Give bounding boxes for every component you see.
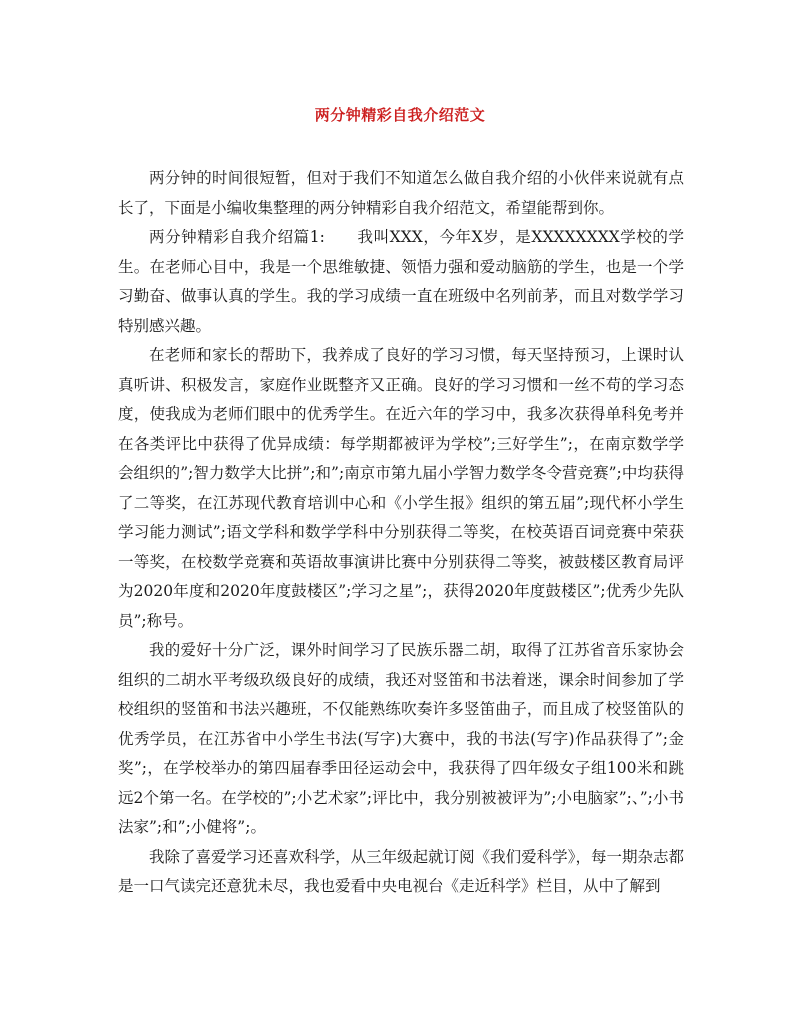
document-title: 两分钟精彩自我介绍范文 <box>314 106 486 124</box>
paragraph-hobbies: 我的爱好十分广泛，课外时间学习了民族乐器二胡，取得了江苏省音乐家协会组织的二胡水平考级玖级良好的成绩，我还对竖笛和书法着迷，课余时间参加了学校组织的竖笛和书法兴趣班，不仅能熟练吹奏许多竖笛曲子，而且成了校竖笛队的优秀学员，在江苏省中小学生书法(写字)大赛中，我的书法(写字)作品获得了”;金奖”;，在学校举办的第四届春季田径运动会中，我获得了四年级女子组100米和跳远2个第一名。在学校的”;小艺术家”;评比中，我分别被被评为”;小电脑家”;、”;小书法家”;和”;小健将”;。 <box>118 641 684 836</box>
paragraph-study-habits: 在老师和家长的帮助下，我养成了良好的学习习惯，每天坚持预习，上课时认真听讲、积极发言，家庭作业既整齐又正确。良好的学习习惯和一丝不苟的学习态度，使我成为老师们眼中的优秀学生。在近六年的学习中，我多次获得单科免考并在各类评比中获得了优异成绩：每学期都被评为学校”;三好学生”;，在南京数学学会组织的”;智力数学大比拼”;和”;南京市第九届小学智力数学冬令营竞赛”;中均获得了二等奖，在江苏现代教育培训中心和《小学生报》组织的第五届”;现代杯小学生学习能力测试”;语文学科和数学学科中分别获得二等奖，在校英语百词竞赛中荣获一等奖，在校数学竞赛和英语故事演讲比赛中分别获得二等奖，被鼓楼区教育局评为2020年度和2020年度鼓楼区”;学习之星”;，获得2020年度鼓楼区”;优秀少先队员”;称号。 <box>118 346 684 630</box>
paragraph-intro: 两分钟的时间很短暂，但对于我们不知道怎么做自我介绍的小伙伴来说就有点长了，下面是小编收集整理的两分钟精彩自我介绍范文，希望能帮到你。 <box>118 169 684 217</box>
paragraph-self-intro: 两分钟精彩自我介绍篇1: 我叫XXX，今年X岁，是XXXXXXXX学校的学生。在老师心目中，我是一个思维敏捷、领悟力强和爱动脑筋的学生，也是一个学习勤奋、做事认真的学生。我的学习成绩一直在班级中名列前茅，而且对数学学习特别感兴趣。 <box>118 228 684 335</box>
document-body <box>118 164 684 902</box>
paragraph-science: 我除了喜爱学习还喜欢科学，从三年级起就订阅《我们爱科学》，每一期杂志都是一口气读完还意犹未尽，我也爱看中央电视台《走近科学》栏目，从中了解到 <box>118 847 684 895</box>
